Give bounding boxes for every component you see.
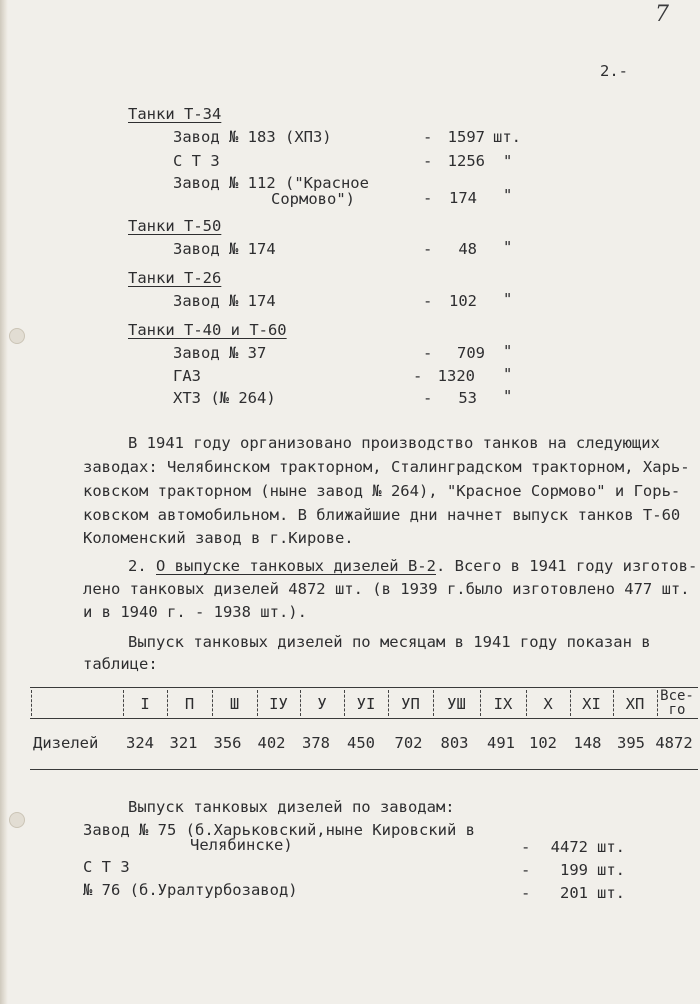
section-2-line-1 bbox=[128, 557, 697, 575]
dash: - bbox=[423, 128, 433, 146]
plant-name: Завод № 112 ("Красное bbox=[173, 174, 369, 192]
paragraph-line: ковском тракторном (ныне завод № 264), "Красное Сормово" и Горь- bbox=[83, 482, 681, 500]
plant-name: ХТЗ (№ 264) bbox=[173, 389, 276, 407]
month-header: XI bbox=[582, 695, 601, 713]
paragraph-line: заводах: Челябинском тракторном, Сталинградском тракторном, Харь- bbox=[83, 458, 690, 476]
unit: шт. bbox=[597, 884, 625, 902]
unit: шт. bbox=[597, 838, 625, 856]
plant-name-cont: Сормово") bbox=[271, 190, 355, 208]
table-cell: 148 bbox=[573, 734, 602, 752]
dash: - bbox=[413, 367, 423, 385]
quantity: 48 bbox=[458, 240, 477, 258]
month-header: IX bbox=[493, 695, 513, 713]
month-header: XП bbox=[625, 695, 645, 713]
table-rule bbox=[30, 687, 698, 688]
table-cell: 356 bbox=[213, 734, 242, 752]
section-title: Танки Т-34 bbox=[128, 105, 222, 123]
total-header: Все- bbox=[660, 688, 694, 704]
section-text: . Всего в 1941 году изготов- bbox=[435, 557, 698, 575]
table-cell: 402 bbox=[257, 734, 286, 752]
total-header: го bbox=[668, 702, 686, 718]
table-cell: 102 bbox=[529, 734, 557, 752]
dash: - bbox=[521, 838, 531, 856]
table-rule bbox=[30, 769, 698, 770]
ditto-mark: " bbox=[503, 290, 513, 308]
month-header: УШ bbox=[447, 695, 466, 713]
section-title: Танки Т-26 bbox=[128, 269, 222, 287]
paragraph-line: В 1941 году организовано производство танков на следующих bbox=[128, 434, 660, 452]
binder-hole bbox=[9, 328, 25, 344]
table-cell: 702 bbox=[394, 734, 423, 752]
monthly-table bbox=[30, 687, 698, 771]
section-heading: О выпуске танковых дизелей В-2 bbox=[156, 557, 436, 575]
month-header: IУ bbox=[269, 695, 288, 713]
plant-name: ГАЗ bbox=[173, 367, 201, 385]
plant-name: Завод № 183 (ХПЗ) bbox=[173, 128, 332, 146]
quantity: 174 bbox=[449, 189, 477, 207]
dash: - bbox=[521, 861, 531, 879]
paragraph-line: Коломенский завод в г.Кирове. bbox=[83, 529, 354, 547]
month-header: I bbox=[140, 695, 150, 713]
dash: - bbox=[423, 240, 433, 258]
table-cell: 324 bbox=[126, 734, 154, 752]
plant-name: Завод № 75 (б.Харьковский,ныне Кировский в bbox=[83, 821, 475, 839]
plant-name: Завод № 174 bbox=[173, 292, 276, 310]
quantity: 201 bbox=[560, 884, 588, 902]
dash: - bbox=[423, 344, 433, 362]
col-divider bbox=[31, 690, 32, 716]
dash: - bbox=[423, 389, 433, 407]
dash: - bbox=[521, 884, 531, 902]
plant-name: Завод № 174 bbox=[173, 240, 276, 258]
ditto-mark: " bbox=[503, 238, 513, 256]
month-header: У bbox=[317, 695, 327, 713]
dash: - bbox=[423, 292, 433, 310]
section-title: Танки Т-50 bbox=[128, 217, 222, 235]
binder-hole bbox=[9, 812, 25, 828]
row-label: Дизелей bbox=[33, 734, 99, 752]
paragraph-line: Выпуск танковых дизелей по месяцам в 1941 году показан в bbox=[128, 633, 651, 651]
table-cell: 803 bbox=[440, 734, 469, 752]
page-number: 2.- bbox=[600, 62, 628, 80]
quantity: 1256 bbox=[447, 152, 485, 170]
ditto-mark: " bbox=[503, 152, 513, 170]
ditto-mark: " bbox=[503, 365, 513, 383]
paragraph-line: лено танковых дизелей 4872 шт. (в 1939 г.было изготовлено 477 шт. bbox=[83, 580, 690, 598]
ditto-mark: " bbox=[503, 387, 513, 405]
plant-name: С Т З bbox=[173, 152, 220, 170]
ditto-mark: " bbox=[503, 186, 513, 204]
table-total: 4872 bbox=[655, 734, 693, 752]
quantity: 199 bbox=[560, 861, 588, 879]
month-header: П bbox=[184, 695, 195, 713]
section-title: Танки Т-40 и Т-60 bbox=[128, 321, 287, 339]
table-cell: 491 bbox=[487, 734, 515, 752]
month-header: X bbox=[543, 695, 553, 713]
quantity: 4472 bbox=[550, 838, 588, 856]
plant-name-cont: Челябинске) bbox=[190, 836, 293, 854]
ditto-mark: " bbox=[503, 342, 513, 360]
table-cell: 321 bbox=[169, 734, 198, 752]
folio-mark: 7 bbox=[655, 2, 669, 27]
month-header: УП bbox=[401, 695, 420, 713]
quantity: 1320 bbox=[437, 367, 475, 385]
table-cell: 378 bbox=[302, 734, 330, 752]
plant-name: С Т З bbox=[83, 858, 130, 876]
quantity: 1597 bbox=[447, 128, 485, 146]
month-header: УI bbox=[356, 695, 376, 713]
unit: шт. bbox=[493, 128, 521, 146]
quantity: 709 bbox=[457, 344, 485, 362]
table-rule bbox=[30, 718, 698, 719]
plant-name: Завод № 37 bbox=[173, 344, 267, 362]
quantity: 102 bbox=[449, 292, 477, 310]
page-edge bbox=[0, 0, 8, 1004]
paragraph-line: Выпуск танковых дизелей по заводам: bbox=[128, 798, 455, 816]
table-cell: 450 bbox=[347, 734, 375, 752]
unit: шт. bbox=[597, 861, 625, 879]
dash: - bbox=[423, 189, 433, 207]
paragraph-line: ковском автомобильном. В ближайшие дни начнет выпуск танков Т-60 bbox=[83, 506, 681, 524]
section-number: 2. bbox=[128, 557, 147, 575]
quantity: 53 bbox=[458, 389, 477, 407]
dash: - bbox=[423, 152, 433, 170]
month-header: Ш bbox=[229, 695, 240, 713]
plant-name: № 76 (б.Уралтурбозавод) bbox=[83, 881, 298, 899]
table-cell: 395 bbox=[617, 734, 645, 752]
paragraph-line: и в 1940 г. - 1938 шт.). bbox=[83, 603, 307, 621]
paragraph-line: таблице: bbox=[83, 655, 158, 673]
